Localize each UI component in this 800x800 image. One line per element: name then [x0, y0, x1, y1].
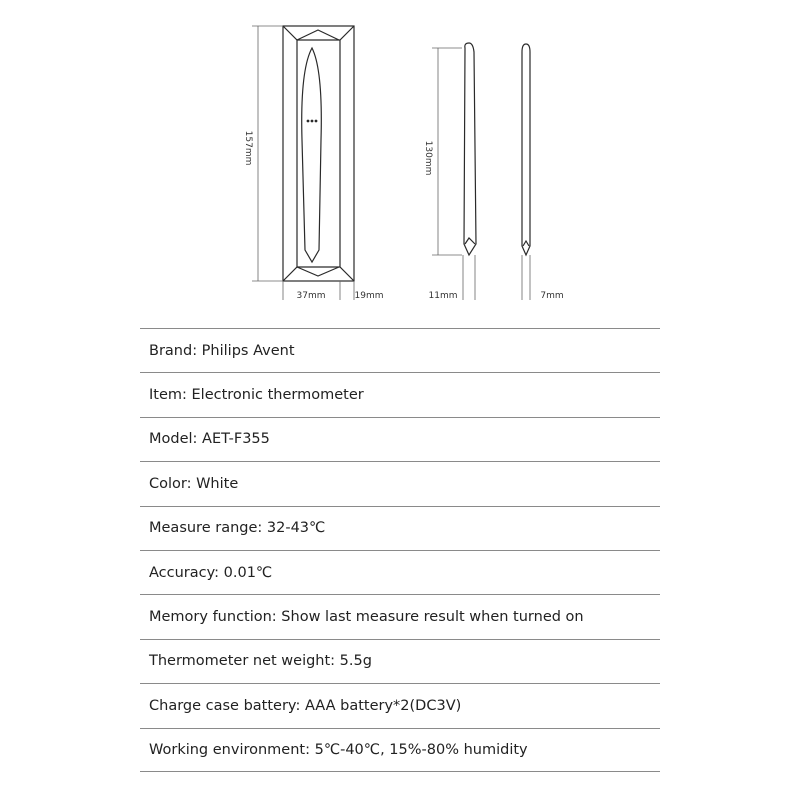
spec-row-net-weight [140, 639, 660, 683]
spec-text: Thermometer net weight: 5.5g [149, 653, 372, 670]
spec-text: Charge case battery: AAA battery*2(DC3V) [149, 697, 462, 714]
spec-row-measure-range [140, 506, 660, 550]
spec-text: Brand: Philips Avent [149, 342, 295, 359]
spec-text: Item: Electronic thermometer [149, 387, 364, 404]
led-indicator-icon [315, 120, 318, 123]
spec-text: Color: White [149, 475, 239, 492]
spec-row-brand [140, 328, 660, 372]
probe-length-label: 130mm [423, 140, 433, 176]
spec-text: Working environment: 5℃-40℃, 15%-80% humidity [149, 741, 528, 758]
spec-text: Measure range: 32-43℃ [149, 520, 326, 537]
spec-row-battery [140, 683, 660, 727]
spec-text: Model: AET-F355 [149, 431, 270, 448]
case-height-label: 157mm [243, 130, 253, 166]
spec-row-memory-function [140, 594, 660, 638]
charging-case-drawing [283, 26, 354, 281]
spec-row-color [140, 461, 660, 505]
spec-row-working-environment [140, 728, 660, 772]
spec-row-model [140, 417, 660, 461]
case-depth-label: 19mm [354, 291, 384, 301]
spec-row-accuracy [140, 550, 660, 594]
probe-front-width-label: 11mm [428, 291, 458, 301]
spec-row-item [140, 372, 660, 416]
led-indicator-icon [311, 120, 314, 123]
spec-table [140, 328, 660, 772]
probe-front-drawing [464, 43, 476, 255]
spec-text: Accuracy: 0.01℃ [149, 564, 273, 581]
probe-side-width-label: 7mm [540, 291, 564, 301]
spec-text: Memory function: Show last measure result when turned on [149, 609, 584, 626]
product-dimension-diagram [0, 0, 800, 320]
led-indicator-icon [307, 120, 310, 123]
probe-side-drawing [522, 44, 530, 255]
case-width-label: 37mm [296, 291, 326, 301]
